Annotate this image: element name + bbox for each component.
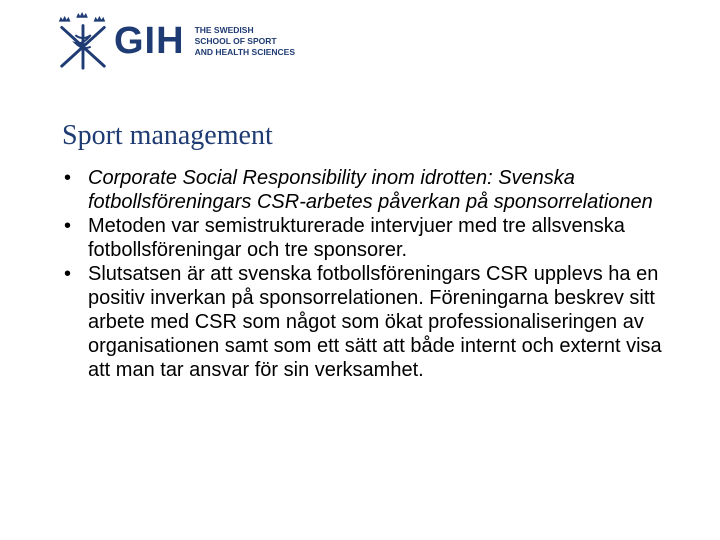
slide-title: Sport management — [62, 120, 273, 151]
list-item — [62, 214, 662, 262]
bullet-text: Slutsatsen är att svenska fotbollsföreningars CSR upplevs ha en positiv inverkan på sponsorrelationen. Föreningarna beskrev sitt arbete med CSR som något som ökat professionaliseringen av organisationen samt som ett sätt att både internt och externt visa att man tar ansvar för sin verksamhet. — [88, 263, 662, 381]
bullet-text: Metoden var semistrukturerade intervjuer med tre allsvenska fotbollsföreningar och tre sponsorer. — [88, 215, 625, 261]
bullet-text: Corporate Social Responsibility inom idrotten: Svenska fotbollsföreningars CSR-arbetes påverkan på sponsorrelationen — [88, 167, 653, 213]
logo-line: AND HEALTH SCIENCES — [194, 46, 295, 57]
bullet-dot: • — [64, 215, 72, 237]
logo-tagline — [195, 25, 295, 58]
list-item — [62, 262, 662, 382]
gih-logo — [54, 12, 295, 70]
logo-line: THE SWEDISH — [194, 24, 254, 35]
bullet-list — [62, 166, 662, 382]
list-item — [62, 166, 662, 214]
logo-wordmark: GIH — [114, 20, 185, 62]
bullet-dot: • — [64, 167, 72, 189]
bullet-dot: • — [64, 263, 72, 285]
logo-line: SCHOOL OF SPORT — [194, 35, 277, 46]
crowns-emblem-icon — [54, 12, 112, 70]
